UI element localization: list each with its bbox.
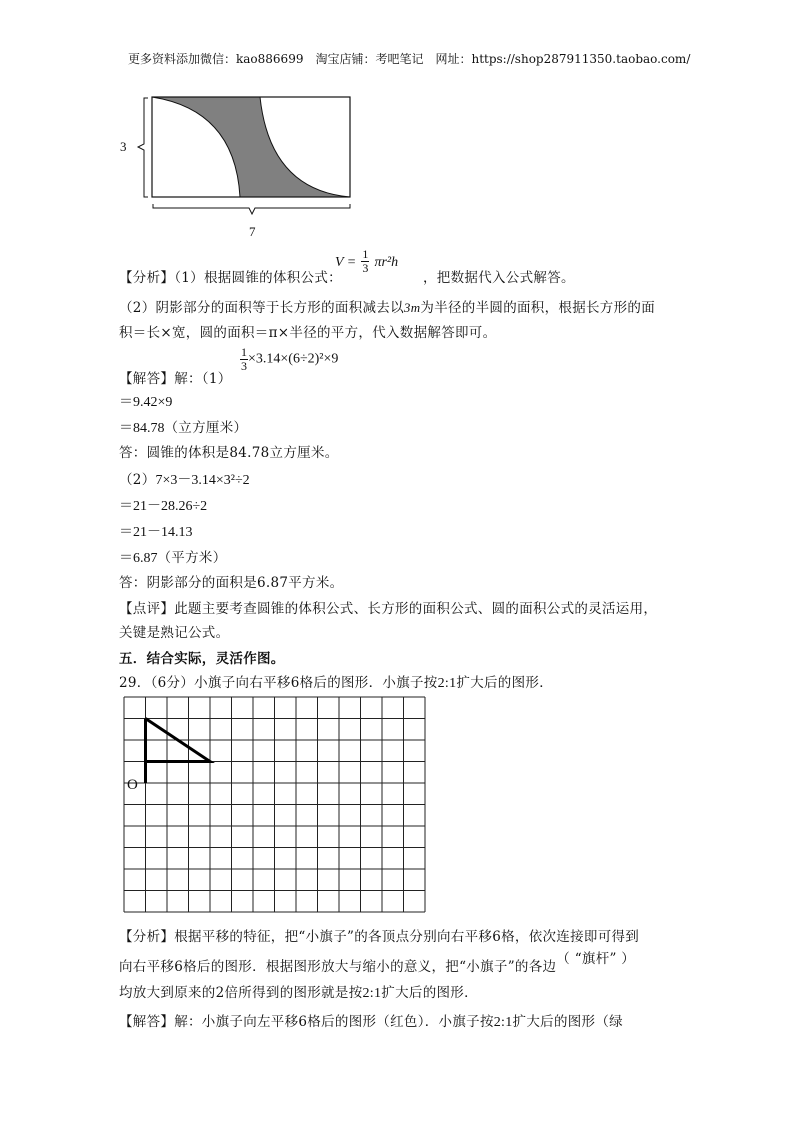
- analysis-2-line1: 【分析】根据平移的特征，把“小旗子”的各顶点分别向右平移6格，依次连接即可得到: [119, 929, 640, 945]
- question-29: 29．（6分）小旗子向右平移6格后的图形．小旗子按2:1扩大后的图形．: [119, 675, 554, 691]
- answer-2-step1: ＝21－28.26÷2: [119, 499, 208, 514]
- analysis-2-line3: 均放大到原来的2倍所得到的图形就是按2:1扩大后的图形．: [119, 985, 478, 1001]
- width-label: 7: [249, 224, 256, 239]
- answer-2-conclusion: 答：阴影部分的面积是6.87平方米。: [119, 575, 344, 591]
- answer-1-expression: $\frac{1}{3}$ ×3.14×(6÷2)²×9: [241, 345, 339, 373]
- analysis-1-line3: 积＝长×宽，圆的面积＝π×半径的平方，代入数据解答即可。: [119, 325, 497, 341]
- height-label: 3: [120, 139, 127, 154]
- height-brace: [138, 98, 148, 197]
- shaded-region: [152, 97, 350, 197]
- flag-grid: [120, 695, 430, 915]
- review-line1: 【点评】此题主要考查圆锥的体积公式、长方形的面积公式、圆的面积公式的灵活运用，: [119, 601, 658, 617]
- shaded-rectangle-figure: [110, 90, 370, 240]
- review-line2: 关键是熟记公式。: [119, 625, 230, 641]
- answer-1-label: 【解答】解：（1）: [119, 371, 232, 387]
- answer-1-step2: ＝84.78（立方厘米）: [119, 420, 248, 436]
- analysis-1-line2: （2）阴影部分的面积等于长方形的面积减去以3m为半径的半圆的面积，根据长方形的面: [119, 300, 655, 316]
- cone-volume-formula: V = $\frac{1}{3}$ πr²h: [335, 247, 399, 275]
- answer-29: 【解答】解：小旗子向左平移6格后的图形（红色）．小旗子按2:1扩大后的图形（绿: [119, 1014, 623, 1030]
- analysis-1-line1: [119, 266, 342, 286]
- analysis-1-line1-suffix: ，把数据代入公式解答。: [423, 270, 575, 286]
- answer-1-conclusion: 答：圆锥的体积是84.78立方厘米。: [119, 445, 339, 461]
- section-title: 五．结合实际，灵活作图。: [119, 651, 285, 667]
- answer-2-expression: （2）7×3－3.14×3²÷2: [119, 472, 250, 488]
- analysis-label: 【分析】（1）根据圆锥的体积公式：: [119, 270, 342, 286]
- analysis-2-line2: 向右平移6格后的图形．根据图形放大与缩小的意义，把“小旗子”的各边（ “旗杆” ）: [119, 951, 636, 975]
- width-brace: [153, 204, 350, 214]
- origin-label: O: [127, 777, 138, 793]
- answer-1-step1: ＝9.42×9: [119, 395, 173, 410]
- answer-2-step2: ＝21－14.13: [119, 525, 193, 540]
- page-header: 更多资料添加微信：kao886699 淘宝店铺：考吧笔记 网址：https://shop287911350.taobao.com/: [128, 52, 691, 66]
- answer-2-step3: ＝6.87（平方米）: [119, 550, 227, 566]
